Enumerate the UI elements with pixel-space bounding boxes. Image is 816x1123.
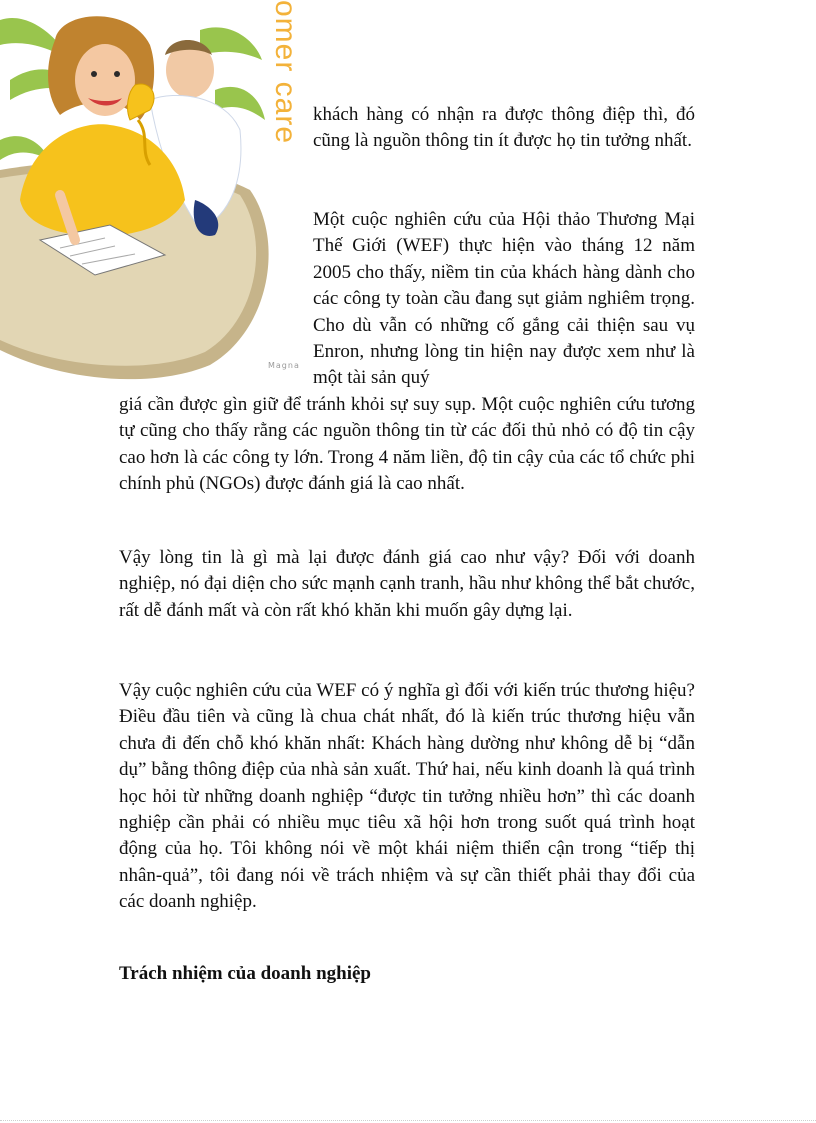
paragraph-wef-study-continued: giá cần được gìn giữ để tránh khỏi sự suy sụp. Một cuộc nghiên cứu tương tự cũng cho thấy rằng các nguồn thông tin từ các đối thủ nhỏ có độ tin cậy cao hơn là các công ty lớn. Trong 4 năm liền, độ tin cậy của các tổ chức phi chính phủ (NGOs) được đánh giá là cao nhất. xyxy=(119,394,695,495)
vertical-text: omer care xyxy=(269,0,302,145)
paragraph-brand-architecture: Vậy cuộc nghiên cứu của WEF có ý nghĩa gì đối với kiến trúc thương hiệu? Điều đầu tiên và cũng là chua chát nhất, đó là kiến trúc thương hiệu vẫn chưa đi đến chỗ khó khăn nhất: Khách hàng dường như không dễ bị “dẫn dụ” bằng thông điệp của nhà sản xuất. Thứ hai, nếu kinh doanh là quá trình học hỏi từ những doanh nghiệp “được tin tưởng nhiều hơn” thì các doanh nghiệp cần phải có nhiều mục tiêu xã hội hơn trong suốt quá trình hoạt động của họ. Tôi không nói về một khái niệm thiển cận trong “tiếp thị nhân-quả”, tôi đang nói về trách nhiệm và sự cần thiết phải thay đổi của các doanh nghiệp. xyxy=(119,680,695,913)
page-bottom-divider xyxy=(0,1120,816,1121)
woman-on-phone-image xyxy=(0,0,300,385)
image-credit: Magna xyxy=(268,361,300,370)
paragraph-wef-study: Một cuộc nghiên cứu của Hội thảo Thương Mại Thế Giới (WEF) thực hiện vào tháng 12 năm 2005 cho thấy, niềm tin của khách hàng dành cho các công ty toàn cầu đang sụt giảm nghiêm trọng. Cho dù vẫn có những cố gắng cải thiện sau vụ Enron, nhưng lòng tin hiện nay được xem như là một tài sản quý xyxy=(313,209,695,389)
section-heading: Trách nhiệm của doanh nghiệp xyxy=(119,963,371,984)
customer-care-illustration xyxy=(0,0,300,385)
paragraph-trust: Vậy lòng tin là gì mà lại được đánh giá cao như vậy? Đối với doanh nghiệp, nó đại diện cho sức mạnh cạnh tranh, hầu như không thể bắt chước, rất dễ đánh mất và còn rất khó khăn khi muốn gây dựng lại. xyxy=(119,547,695,621)
vertical-brand-text xyxy=(262,0,302,170)
paragraph-intro: khách hàng có nhận ra được thông điệp thì, đó cũng là nguồn thông tin ít được họ tin tưởng nhất. xyxy=(313,104,695,152)
